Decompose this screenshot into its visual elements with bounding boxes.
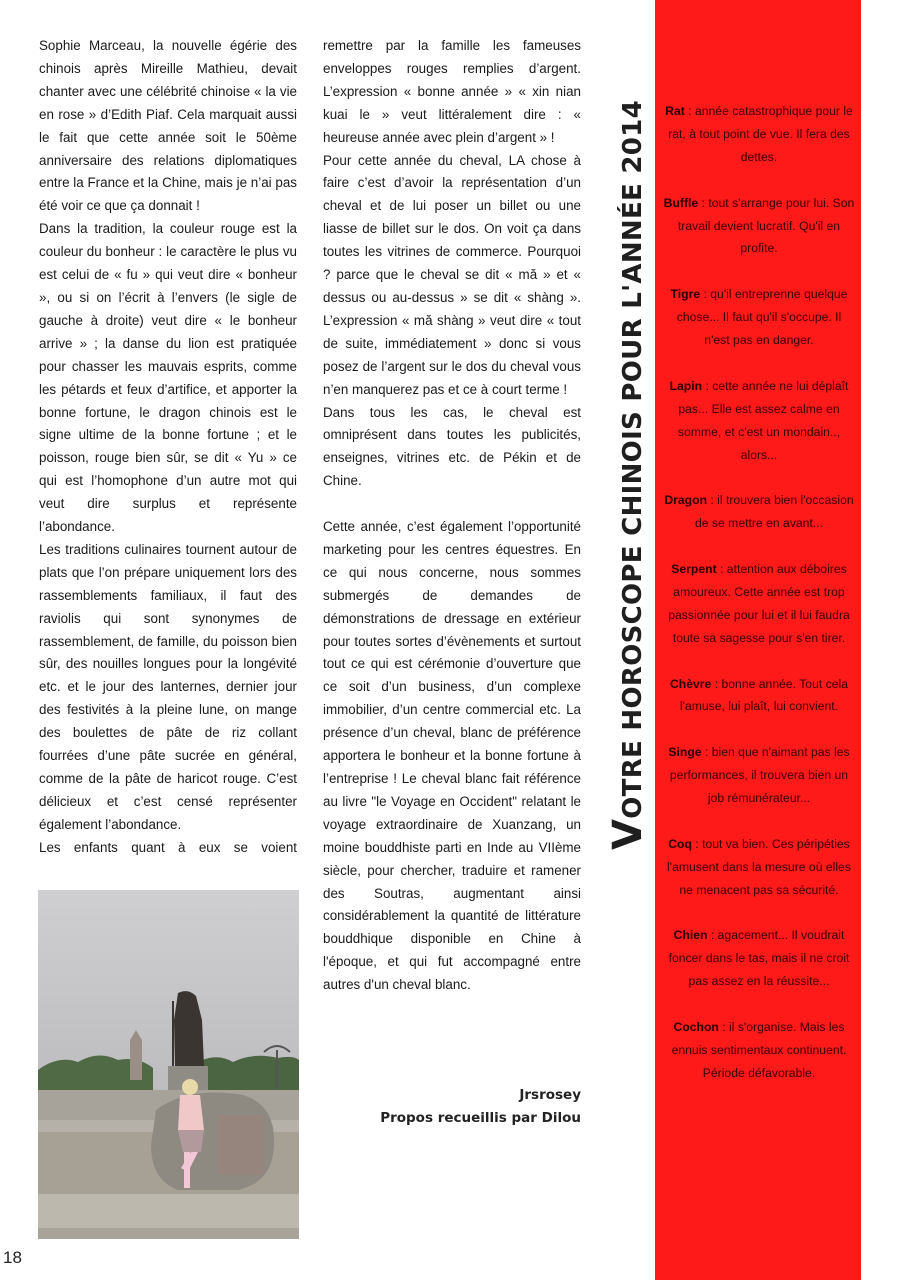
credit-line: Propos recueillis par Dilou [380,1110,581,1126]
paragraph: remettre par la famille les fameuses enveloppes rouges remplies d’argent. L’expression « bonne année » « xin nian kuai le » veut littéralement dire : « heureuse année avec plein d’argent » ! [323,38,581,145]
article-column-1 [39,35,297,860]
author-signature: Jrsrosey [519,1087,581,1103]
photo-image [38,890,299,1239]
sign-text: : qu'il entreprenne quelque chose... Il faut qu'il s'occupe. Il n'est pas en danger. [676,287,848,348]
sign-text: : tout s'arrange pour lui. Son travail devient lucratif. Qu'il en profite. [677,195,855,256]
sign-name: Dragon [664,493,708,508]
sign-name: Chèvre [670,676,712,691]
sign-name: Chien [673,928,708,943]
horoscope-entry-chien [663,924,855,993]
horoscope-entry-dragon [663,489,855,535]
horoscope-sidebar [655,0,861,1280]
horoscope-entry-coq [663,833,855,902]
sign-name: Lapin [669,378,703,393]
sign-text: : agacement... Il voudrait foncer dans le tas, mais il ne croit pas assez en la réussite... [668,928,850,989]
sign-text: : bien que n'aimant pas les performances, il trouvera bien un job rémunérateur... [669,745,850,806]
horoscope-title [604,90,657,850]
sign-name: Cochon [673,1020,719,1035]
sign-text: : année catastrophique pour le rat, à tout point de vue. Il fera des dettes. [668,104,853,164]
horoscope-entry-buffle [663,192,855,261]
paragraph: Les enfants quant à eux se voient [39,839,297,855]
sign-text: : attention aux déboires amoureux. Cette année est trop passionnée pour lui et il lui faudra toute sa sagesse pour s'en tirer. [668,562,850,645]
paragraph: Dans la tradition, la couleur rouge est la couleur du bonheur : le caractère le plus vu est celui de « fu » qui veut dire « bonheur », ou si on l’écrit à l’envers (le sigle de gauche à droite) veut dire « le bonheur arrive » ; la danse du lion est pratiquée pour chasser les mauvais esprits, comme les pétards et feux d’artifice, et apporter la bonne fortune, le dragon chinois est le signe ultime de la bonne fortune ; et le poisson, rouge bien sûr, se dit « Yu » ce qui est l’homophone d’un autre mot qui veut dire surplus et représente l’abondance. [39,221,297,535]
horoscope-entry-rat [663,100,855,169]
paragraph: Les traditions culinaires tournent autour de plats que l’on prépare uniquement lors des rassemblements familiaux, il faut des raviolis qui sont synonymes de rassemblement, de famille, du poisson bien sûr, des nouilles longues pour la longévité etc. et le jour des lanternes, dernier jour des festivités à la pleine lune, on mange des boulettes de pâte de riz collant fourrées d’une pâte sucrée en général, comme de la pâte de haricot rouge. C’est délicieux et c’est censé représenter également l’abondance. [39,541,297,832]
horoscope-entry-serpent [663,558,855,650]
paragraph: Pour cette année du cheval, LA chose à faire c’est d’avoir la représentation d’un cheval et de lui poser un billet ou une liasse de billet sur le dos. On voit ça dans toutes les vitrines de commerce. Pourquoi ? parce que le cheval se dit « mă » et « dessus ou au-dessus » se dit « shàng ». L’expression « mă shàng » veut dire « tout de suite, immédiatement » donc si vous posez de l’argent sur le dos du cheval vous n’en manquerez pas et ce à court terme ! [323,152,581,397]
paragraph: Sophie Marceau, la nouvelle égérie des chinois après Mireille Mathieu, devait chanter avec une célébrité chinoise « la vie en rose » d’Edith Piaf. Cela marquait aussi le fait que cette année soit le 50ème anniversaire des relations diplomatiques entre la France et la Chine, mais je n’ai pas été voir ce que ça donnait ! [39,38,297,214]
page-number: 18 [3,1248,22,1267]
paragraph: Cette année, c’est également l’opportunité marketing pour les centres équestres. En ce qui nous concerne, nous sommes submergés de demandes de démonstrations de dressage en extérieur pour toutes sortes d’évènements et surtout tout ce qui est cérémonie d’ouverture que ce soit d’un business, d’un complexe immobilier, d’un centre commercial etc. La présence d’un cheval, blanc de préférence apportera le bonheur et la bonne fortune à l’entreprise ! Le cheval blanc fait référence au livre "le Voyage en Occident" relatant le voyage extraordinaire de Xuanzang, un moine bouddhiste parti en Inde au VIIème siècle, pour chercher, traduire et ramener des Soutras, augmentant ainsi considérablement la quantité de littérature bouddhique disponible en Chine à l'époque, et qui fut accompagné entre autres d'un cheval blanc. [323,519,581,993]
horoscope-entry-lapin [663,375,855,467]
title-rest: OTRE HOROSCOPE CHINOIS POUR L'ANNÉE 2014 [618,100,648,819]
horoscope-entry-singe [663,741,855,810]
sign-name: Coq [668,836,692,851]
girl [182,1079,198,1095]
article-column-2 [323,35,581,997]
sign-name: Serpent [671,562,717,577]
sign-text: : tout va bien. Ces péripéties l'amusent dans la mesure où elles ne menacent pas sa sécurité. [667,836,851,897]
article-photo [38,890,299,1239]
lamp-post [276,1050,278,1090]
title-initial: V [605,818,651,850]
pagoda [130,1030,142,1080]
sign-text: : il s'organise. Mais les ennuis sentimentaux continuent. Période défavorable. [671,1020,847,1080]
horoscope-entry-chevre [663,673,855,719]
horoscope-list [663,100,855,1108]
sign-name: Buffle [663,195,699,210]
paragraph: Dans tous les cas, le cheval est omniprésent dans toutes les publicités, enseignes, vitrines etc. de Pékin et de Chine. [323,404,581,489]
horoscope-entry-tigre [663,283,855,352]
sign-text: : il trouvera bien l'occasion de se mettre en avant... [694,493,854,531]
sign-name: Tigre [670,287,701,302]
sign-name: Rat [665,104,685,118]
sign-name: Singe [668,745,702,760]
sign-text: : bonne année. Tout cela l'amuse, lui plaît, lui convient. [679,676,848,714]
horoscope-entry-cochon [663,1016,855,1085]
sign-text: : cette année ne lui déplaît pas... Elle est assez calme en somme, et c'est un mondain.., alors... [677,378,849,462]
